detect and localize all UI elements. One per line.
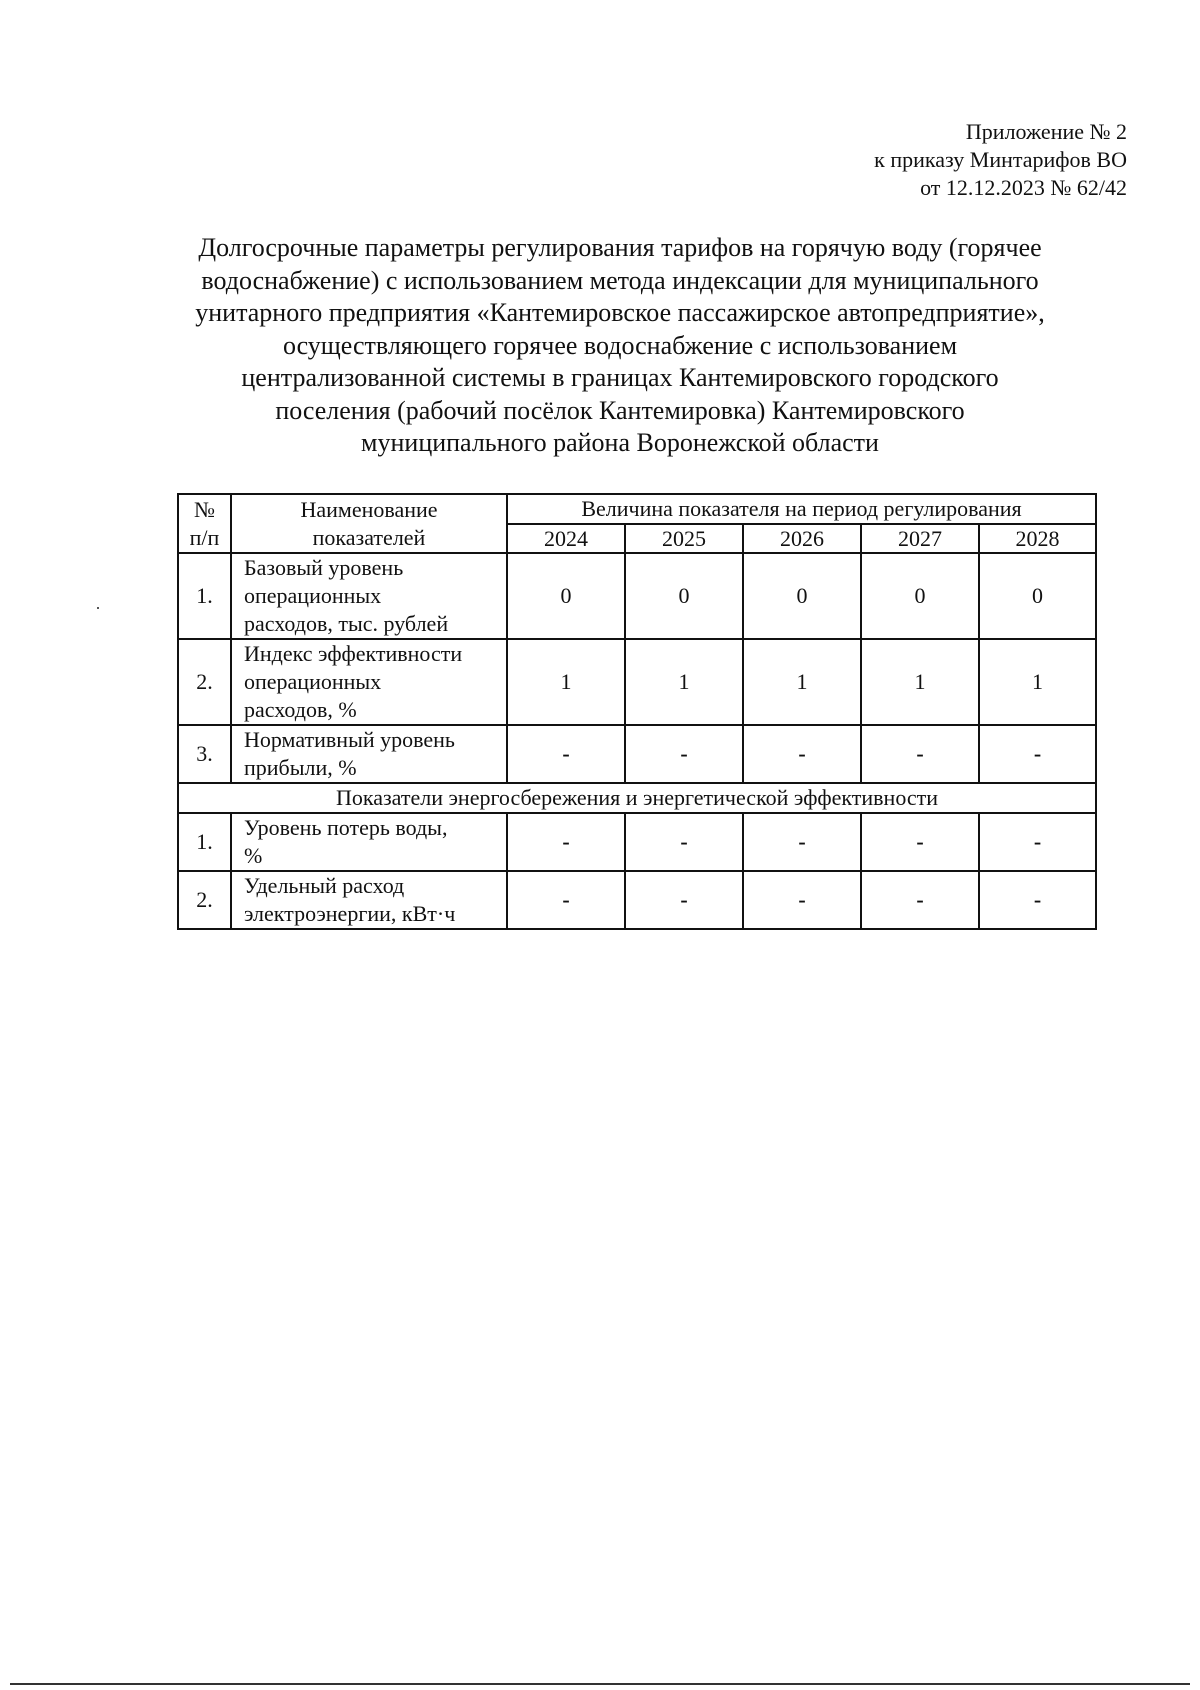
header-year: 2024 (507, 524, 625, 553)
value-cell: - (861, 871, 979, 929)
row-number: 1. (178, 553, 231, 639)
row-name-line: прибыли, % (244, 755, 357, 780)
header-year: 2025 (625, 524, 743, 553)
row-name-line: расходов, % (244, 697, 357, 722)
value-cell: - (743, 813, 861, 871)
value-cell: - (507, 725, 625, 783)
value-cell: 1 (507, 639, 625, 725)
title-line: осуществляющего горячее водоснабжение с использованием (282, 330, 958, 360)
table-row (178, 639, 1096, 725)
header-num-sign: № (194, 496, 215, 522)
title-line: Долгосрочные параметры регулирования тарифов на горячую воду (горячее (198, 233, 1042, 262)
value-cell: 0 (625, 553, 743, 639)
value-cell: - (743, 725, 861, 783)
row-number: 2. (178, 639, 231, 725)
value-cell: - (979, 813, 1096, 871)
title-line: водоснабжение) с использованием метода индексации для муниципального (201, 265, 1039, 295)
row-name-line: Индекс эффективности (244, 641, 463, 666)
row-name-line: операционных (244, 583, 382, 608)
parameters-table (177, 493, 1097, 930)
value-cell: - (507, 871, 625, 929)
value-cell: 1 (861, 639, 979, 725)
value-cell: 0 (507, 553, 625, 639)
header-year: 2028 (979, 524, 1096, 553)
page-bottom-edge (10, 1683, 1190, 1685)
header-name-cell (231, 494, 507, 553)
row-name-line: Уровень потерь воды, (244, 815, 448, 840)
row-name-line: % (244, 843, 263, 868)
value-cell: 1 (979, 639, 1096, 725)
value-cell: 0 (743, 553, 861, 639)
row-name-cell (231, 639, 507, 725)
scan-speck (97, 607, 99, 609)
row-number: 1. (178, 813, 231, 871)
row-number: 2. (178, 871, 231, 929)
appendix-order-date: от 12.12.2023 № 62/42 (920, 175, 1127, 200)
row-name-cell (231, 725, 507, 783)
table-row (178, 553, 1096, 639)
header-num-pp: п/п (189, 524, 220, 550)
appendix-number: Приложение № 2 (965, 119, 1127, 144)
row-name-cell (231, 553, 507, 639)
table-row (178, 813, 1096, 871)
value-cell: - (743, 871, 861, 929)
header-num-cell (178, 494, 231, 553)
value-cell: - (861, 813, 979, 871)
value-cell: 1 (625, 639, 743, 725)
header-name-line: показателей (312, 524, 426, 550)
row-name-line: операционных (244, 669, 382, 694)
value-cell: - (625, 871, 743, 929)
row-name-cell (231, 871, 507, 929)
value-cell: - (979, 725, 1096, 783)
header-year: 2027 (861, 524, 979, 553)
appendix-order-ref: к приказу Минтарифов ВО (874, 147, 1127, 172)
table-row (178, 725, 1096, 783)
table-row (178, 871, 1096, 929)
title-line: унитарного предприятия «Кантемировское пассажирское автопредприятие», (195, 298, 1045, 327)
value-cell: 0 (979, 553, 1096, 639)
value-cell: 1 (743, 639, 861, 725)
appendix-reference (874, 118, 1127, 202)
value-cell: - (625, 813, 743, 871)
row-name-line: Удельный расход (244, 873, 405, 898)
row-name-line: Нормативный уровень (244, 727, 455, 752)
row-name-line: электроэнергии, кВт·ч (244, 901, 456, 926)
document-title (150, 232, 1090, 460)
value-cell: - (625, 725, 743, 783)
title-line: централизованной системы в границах Кантемировского городского (241, 363, 999, 392)
section-row (178, 783, 1096, 813)
row-name-line: расходов, тыс. рублей (244, 611, 449, 636)
table-header-row (178, 494, 1096, 524)
title-line: муниципального района Воронежской области (361, 428, 879, 457)
value-cell: - (979, 871, 1096, 929)
title-line: поселения (рабочий посёлок Кантемировка) Кантемировского (275, 395, 965, 425)
value-cell: - (861, 725, 979, 783)
header-name-line: Наименование (300, 496, 438, 522)
value-cell: 0 (861, 553, 979, 639)
section-title: Показатели энергосбережения и энергетической эффективности (178, 783, 1096, 813)
value-cell: - (507, 813, 625, 871)
header-year: 2026 (743, 524, 861, 553)
row-name-line: Базовый уровень (244, 555, 404, 580)
row-number: 3. (178, 725, 231, 783)
row-name-cell (231, 813, 507, 871)
header-period-cell: Величина показателя на период регулирования (507, 494, 1096, 524)
